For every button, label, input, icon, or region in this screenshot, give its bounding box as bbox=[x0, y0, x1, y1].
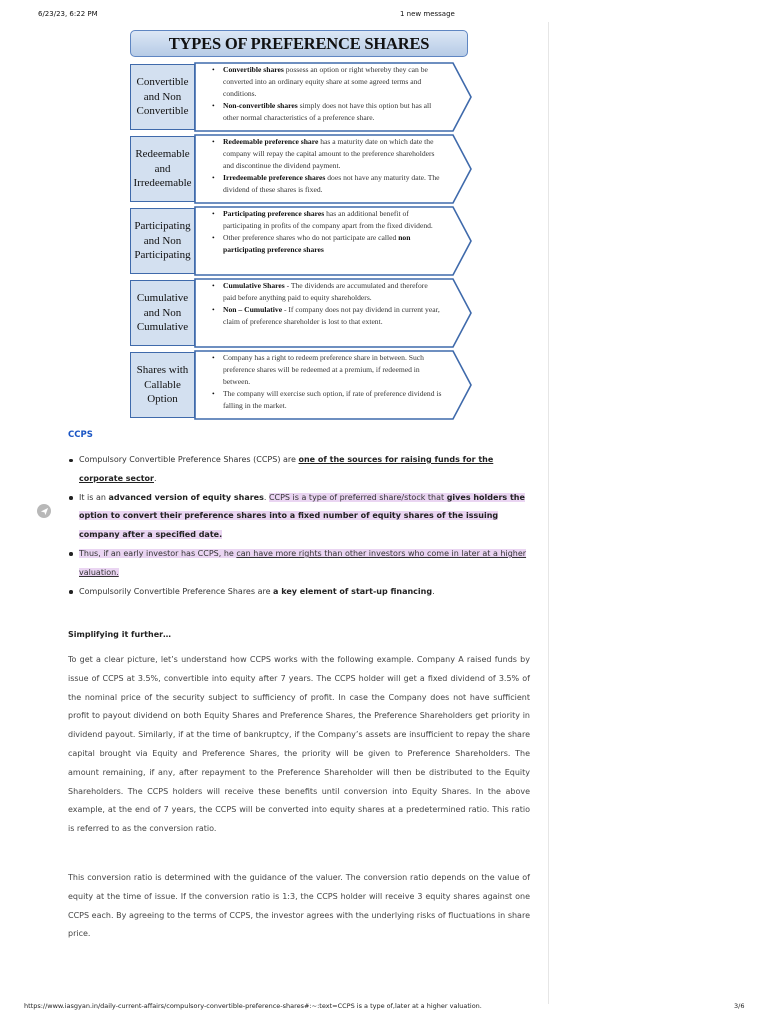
print-header bbox=[0, 10, 768, 24]
bullet-text: . bbox=[263, 492, 269, 502]
share-icon[interactable] bbox=[37, 504, 51, 518]
bullet-text: does not have any maturity date. The dividend of these shares is fixed. bbox=[223, 172, 440, 194]
row-bullet bbox=[210, 388, 442, 412]
bullet-text: has a maturity date on which date the company will repay the capital amount to the preference shareholders and discontinue the dividend payment. bbox=[223, 137, 435, 170]
highlighted-text: Thus, if an early investor has CCPS, he bbox=[79, 548, 237, 558]
bullet-bold: Cumulative Shares bbox=[223, 281, 285, 290]
bullet-text: - If company does not pay dividend in current year, claim of preference shareholder is lost to that extent. bbox=[223, 304, 440, 326]
row-bullet bbox=[210, 100, 442, 124]
row-bullet bbox=[210, 352, 442, 388]
row-bullet bbox=[210, 172, 442, 196]
row-label: Shares with Callable Option bbox=[130, 352, 195, 418]
list-item bbox=[68, 545, 530, 583]
infographic-row bbox=[128, 350, 474, 420]
row-label: Convertible and Non Convertible bbox=[130, 64, 195, 130]
row-label: Participating and Non Participating bbox=[130, 208, 195, 274]
row-bullet bbox=[210, 208, 442, 232]
paragraph-example: To get a clear picture, let’s understand how CCPS works with the following example. Company A raised funds by issue of CCPS at 3.5%, convertible into equity after 7 years. The CCPS holder will get a fixed dividend of 3.5% of the nominal price of the security subject to sufficiency of profit. In case the Company does not have sufficient profit to payout dividend on both Equity Shares and Preference Shares, the Preference Shareholders get priority in dividend payout. Similarly, if at the time of bankruptcy, if the Company’s assets are insufficient to repay the share capital brought via Equity and Preference Shares, the priority will be given to Preference Shareholders. The amount remaining, if any, after repayment to the Preference Shareholder will then be distributed to the Equity Shareholders. The CCPS holders will receive these benefits until conversion into Equity Shares. In the above example, at the end of 7 years, the CCPS will be converted into equity shares at a predetermined ratio. This ratio is referred to as the conversion ratio. bbox=[68, 655, 530, 834]
bullet-text: It is an bbox=[79, 492, 109, 502]
preference-shares-infographic bbox=[128, 28, 474, 420]
row-bullet bbox=[210, 304, 442, 328]
bullet-text: has an additional benefit of participating in profits of the company apart from the fixed dividend. bbox=[223, 209, 433, 230]
row-bullet bbox=[210, 280, 442, 304]
bullet-text: Company has a right to redeem preference share in between. Such preference shares will be redeemed at a premium, if redeemed in between. bbox=[223, 353, 424, 386]
bullet-bold: Non-convertible shares bbox=[223, 100, 298, 110]
infographic-row bbox=[128, 206, 474, 276]
column-divider bbox=[548, 22, 549, 1004]
bullet-text: The company will exercise such option, if rate of preference dividend is falling in the market. bbox=[223, 388, 442, 410]
infographic-row bbox=[128, 278, 474, 348]
bullet-text: . bbox=[432, 586, 435, 596]
row-label: Redeemable and Irredeemable bbox=[130, 136, 195, 202]
row-bullets bbox=[210, 352, 442, 412]
infographic-row bbox=[128, 62, 474, 132]
list-item bbox=[68, 451, 530, 489]
print-date: 6/23/23, 6:22 PM bbox=[38, 10, 98, 18]
row-bullets bbox=[210, 64, 442, 124]
bullet-text: simply does not have this option but has all other normal characteristics of a preference share. bbox=[223, 100, 432, 122]
ccps-heading: CCPS bbox=[68, 430, 93, 440]
list-item bbox=[68, 583, 530, 602]
paragraph-conversion-ratio: This conversion ratio is determined with the guidance of the valuer. The conversion ratio depends on the value of equity at the time of issue. If the conversion ratio is 1:3, the CCPS holder will receive 3 equity shares against one CCPS each. By agreeing to the terms of CCPS, the investor agrees with the underlying risks of fluctuations in share price. bbox=[68, 873, 530, 939]
infographic-row bbox=[128, 134, 474, 204]
bullet-bold: advanced version of equity shares bbox=[108, 492, 264, 502]
bullet-bold: Non – Cumulative bbox=[223, 304, 283, 314]
send-icon bbox=[40, 507, 49, 516]
highlighted-bold-text: gives holders the option to convert their preference shares into a fixed number of equity shares of the issuing company after a specified date. bbox=[79, 492, 525, 540]
row-bullet bbox=[210, 136, 442, 172]
new-message-notice: 1 new message bbox=[400, 10, 455, 18]
page-number: 3/6 bbox=[734, 1002, 745, 1010]
ccps-bullet-list bbox=[68, 451, 530, 601]
bullet-bold: non participating preference shares bbox=[223, 232, 411, 254]
bullet-text: Compulsorily Convertible Preference Shares are bbox=[79, 586, 274, 596]
highlighted-text: CCPS is a type of preferred share/stock that bbox=[268, 492, 447, 502]
bullet-bold: Irredeemable preference shares bbox=[223, 172, 326, 182]
bullet-bold: a key element of start-up financing bbox=[273, 586, 433, 596]
section-subheading: Simplifying it further… bbox=[68, 630, 172, 639]
row-bullets bbox=[210, 280, 442, 328]
bullet-bold: Redeemable preference share bbox=[223, 137, 319, 146]
row-bullet bbox=[210, 232, 442, 256]
bullet-text: Other preference shares who do not participate are called bbox=[223, 232, 399, 242]
bullet-text: possess an option or right whereby they can be converted into an ordinary equity share at some agreed terms and conditions. bbox=[223, 65, 428, 98]
row-label: Cumulative and Non Cumulative bbox=[130, 280, 195, 346]
row-bullets bbox=[210, 208, 442, 256]
bullet-text: Compulsory Convertible Preference Shares (CCPS) are bbox=[79, 455, 299, 464]
highlighted-underlined-text: can have more rights than other investors who come in later at a higher valuation. bbox=[79, 548, 527, 577]
page-url: https://www.iasgyan.in/daily-current-affairs/compulsory-convertible-preference-shares#:~:text=CCPS is a type of,later at a higher valuation. bbox=[24, 1002, 482, 1010]
bullet-underlined: one of the sources for raising funds for the corporate sector bbox=[79, 455, 494, 483]
bullet-bold: Convertible shares bbox=[223, 65, 284, 74]
bullet-bold: Participating preference shares bbox=[223, 209, 325, 218]
row-bullet bbox=[210, 64, 442, 100]
bullet-text: - The dividends are accumulated and therefore paid before anything paid to equity shareholders. bbox=[223, 281, 428, 302]
list-item bbox=[68, 489, 530, 545]
bullet-text: . bbox=[153, 473, 157, 483]
infographic-title: TYPES OF PREFERENCE SHARES bbox=[130, 30, 468, 57]
row-bullets bbox=[210, 136, 442, 196]
